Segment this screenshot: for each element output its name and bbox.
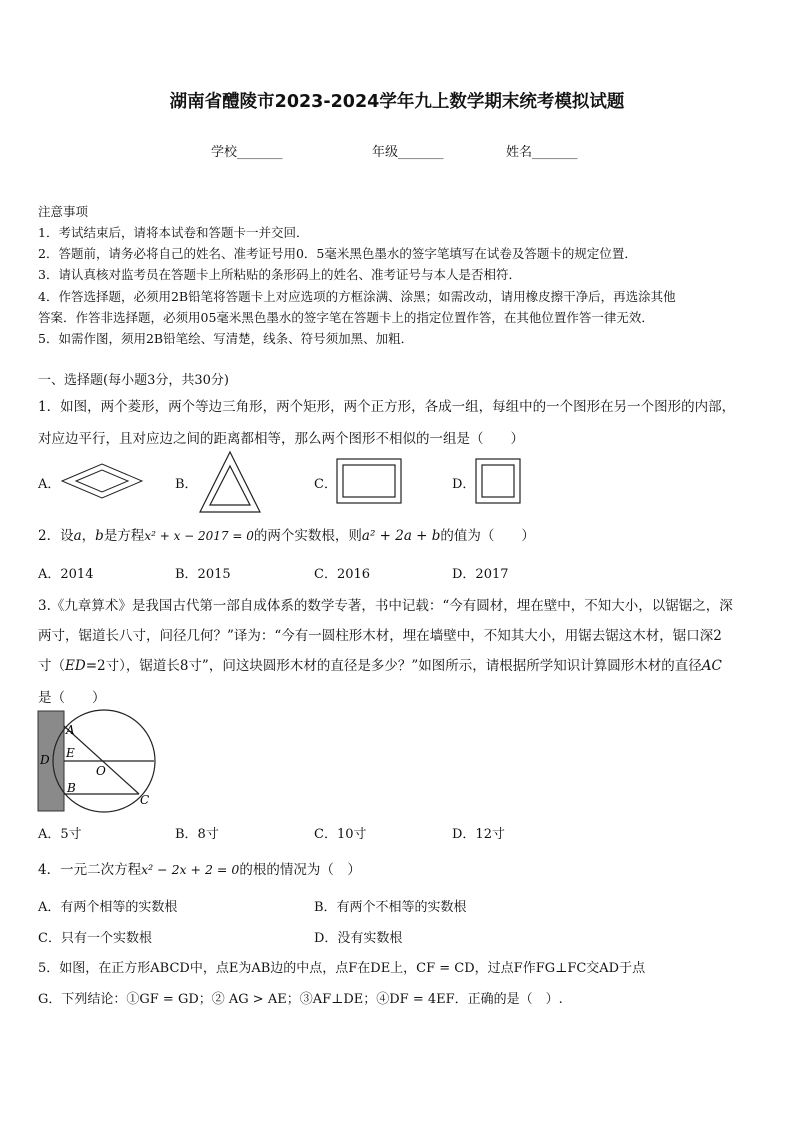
q3-option-a: A．5寸 bbox=[38, 827, 82, 842]
q2-expression: a² + 2a + b bbox=[361, 528, 441, 544]
q1-option-d-label: D． bbox=[452, 477, 476, 492]
q1-figure-rhombus bbox=[60, 462, 144, 500]
q4-post: 的根的情况为（ ） bbox=[239, 862, 361, 878]
q3-option-b: B．8寸 bbox=[175, 827, 219, 842]
q5-line2: G．下列结论：①GF = GD；② AG > AE；③AF⊥DE；④DF = 4EF．正确的是（ ）. bbox=[38, 992, 563, 1007]
q1-line1: 1．如图，两个菱形，两个等边三角形，两个矩形，两个正方形，各成一组，每组中的一个图形在另一个图形的内部， bbox=[38, 399, 736, 415]
q3-line3-part: 寸（ bbox=[38, 658, 65, 674]
q3-label-c: C bbox=[140, 793, 150, 807]
q4-option-c: C．只有一个实数根 bbox=[38, 931, 152, 946]
q2-equation: x² + x − 2017 = 0 bbox=[144, 529, 254, 543]
q2-option-a: A．2014 bbox=[38, 567, 94, 582]
notes-heading: 注意事项 bbox=[38, 204, 89, 219]
q2-option-c: C．2016 bbox=[314, 567, 371, 582]
q4-option-b: B．有两个不相等的实数根 bbox=[314, 900, 467, 915]
q2-post: 的值为（ ） bbox=[440, 528, 535, 544]
q4-option-a: A．有两个相等的实数根 bbox=[38, 900, 178, 915]
q2-pre: 2．设 bbox=[38, 528, 74, 544]
q3-label-a: A bbox=[66, 723, 75, 737]
q2-var-b: b bbox=[95, 528, 104, 544]
name-field: 姓名_______ bbox=[506, 145, 578, 160]
note-item: 3．请认真核对监考员在答题卡上所粘贴的条形码上的姓名、准考证号与本人是否相符． bbox=[38, 267, 521, 282]
note-item: 5．如需作图，须用2B铅笔绘、写清楚，线条、符号须加黑、加粗． bbox=[38, 331, 414, 346]
q3-line3 bbox=[38, 654, 722, 674]
q5-line1: 5．如图，在正方形ABCD中，点E为AB边的中点，点F在DE上，CF = CD，过点F作FG⊥FC交AD于点 bbox=[38, 961, 646, 976]
note-item: 1．考试结束后，请将本试卷和答题卡一并交回． bbox=[38, 225, 309, 240]
q2-option-b: B．2015 bbox=[175, 567, 231, 582]
note-item: 2．答题前，请务必将自己的姓名、准考证号用0．5毫米黑色墨水的签字笔填写在试卷及答题卡的规定位置． bbox=[38, 246, 637, 261]
q2-stem bbox=[38, 524, 535, 544]
q2-var-a: a bbox=[73, 528, 82, 544]
q4-option-d: D．没有实数根 bbox=[314, 931, 403, 946]
q2-mid2: 的两个实数根，则 bbox=[253, 528, 362, 544]
note-item: 4．作答选择题，必须用2B铅笔将答题卡上对应选项的方框涂满、涂黑；如需改动，请用橡皮擦干净后，再选涂其他 bbox=[38, 289, 676, 304]
q1-option-a-label: A． bbox=[38, 477, 61, 492]
q3-option-c: C．10寸 bbox=[314, 827, 367, 842]
q2-mid: 是方程 bbox=[103, 528, 145, 544]
note-item: 答案．作答非选择题，必须用05毫米黑色墨水的签字笔在答题卡上的指定位置作答，在其他位置作答一律无效． bbox=[38, 310, 654, 325]
q3-line2: 两寸，锯道长八寸，问径几何？”译为：“今有一圆柱形木材，埋在墙壁中，不知其大小，用锯去锯这木材，锯口深2 bbox=[38, 628, 722, 644]
q3-label-d: D bbox=[40, 753, 50, 767]
q4-equation: x² − 2x + 2 = 0 bbox=[141, 862, 240, 877]
q1-line2: 对应边平行，且对应边之间的距离都相等，那么两个图形不相似的一组是（ ） bbox=[38, 431, 524, 447]
school-field: 学校_______ bbox=[211, 145, 283, 160]
q1-figure-rectangle bbox=[336, 458, 402, 504]
q2-option-d: D．2017 bbox=[452, 567, 509, 582]
q3-line3-part: =2寸），锯道长8寸”，问这块圆形木材的直径是多少？”如图所示，请根据所学知识计算圆形木材的直径 bbox=[85, 658, 702, 674]
q3-label-o: O bbox=[96, 764, 106, 778]
q2-comma: ， bbox=[81, 528, 96, 544]
q4-stem bbox=[38, 858, 361, 878]
q3-label-e: E bbox=[66, 746, 75, 760]
grade-field: 年级_______ bbox=[372, 145, 444, 160]
q3-figure-circle-wall bbox=[34, 706, 160, 814]
q3-var-ac: AC bbox=[701, 658, 722, 674]
page-title: 湖南省醴陵市2023-2024学年九上数学期末统考模拟试题 bbox=[169, 92, 625, 112]
q1-figure-triangle bbox=[198, 450, 262, 514]
q1-option-b-label: B． bbox=[175, 477, 198, 492]
q3-line4: 是（ ） bbox=[38, 690, 106, 706]
q4-pre: 4．一元二次方程 bbox=[38, 862, 142, 878]
q1-figure-square bbox=[475, 458, 521, 504]
q3-line1: 3.《九章算术》是我国古代第一部自成体系的数学专著，书中记载：“今有圆材，埋在壁中，不知大小，以锯锯之，深 bbox=[38, 598, 733, 614]
q1-option-c-label: C． bbox=[314, 477, 337, 492]
q3-label-b: B bbox=[67, 781, 76, 795]
q3-option-d: D．12寸 bbox=[452, 827, 505, 842]
section-heading: 一、选择题(每小题3分，共30分) bbox=[38, 373, 229, 388]
q3-var-ed: ED bbox=[65, 658, 86, 674]
